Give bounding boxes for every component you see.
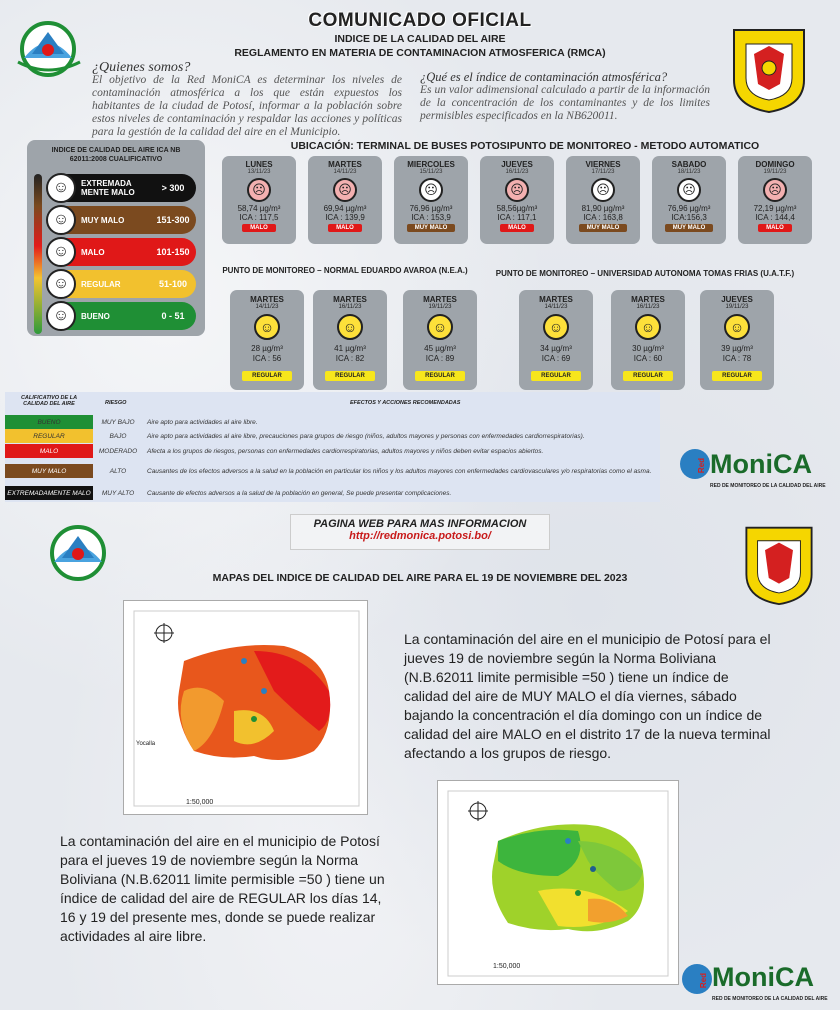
ica-value: ICA : 78 <box>722 354 752 363</box>
day-name: MARTES <box>423 295 457 304</box>
risk-table-row <box>5 429 660 443</box>
ica-category-range: 51-100 <box>158 279 188 289</box>
face-mask-icon: ☺ <box>635 314 661 340</box>
face-mask-icon: ☺ <box>46 173 76 203</box>
face-mask-icon: ☹ <box>247 178 271 202</box>
station2-day-card <box>313 290 387 390</box>
ica-value: ICA : 139,9 <box>325 213 365 222</box>
ica-status-badge: MUY MALO <box>407 224 456 232</box>
ica-value: ICA : 153,9 <box>411 213 451 222</box>
web-info-box <box>290 514 550 550</box>
ica-category-name: REGULAR <box>81 279 121 289</box>
map1-description: La contaminación del aire en el municipio de Potosí para el jueves 19 de noviembre según la Norma Boliviana (N.B.62011 limite permisible =50 ) tiene un índice de calidad del aire de MUY MALO el día viernes, sábado bajando la concentración el día domingo con un índice de calidad del aire MALO en el distrito 17 de la nueva terminal afectando a los grupos de riesgo. <box>404 631 771 761</box>
risk-category: BUENO <box>5 415 93 429</box>
station1-day-card <box>394 156 468 244</box>
monica-brand-top <box>680 445 840 495</box>
face-mask-icon: ☺ <box>46 269 76 299</box>
maps-title: MAPAS DEL INDICE DE CALIDAD DEL AIRE PARA EL 19 DE NOVIEMBRE DEL 2023 <box>212 572 628 584</box>
ica-category-name: BUENO <box>81 311 110 321</box>
station3-day-card <box>611 290 685 390</box>
risk-effects: Aire apto para actividades al aire libre, precauciones para grupos de riesgo (niños, adultos mayores y personas con enfermedades cardiorrespiratorias). <box>147 432 585 440</box>
ica-value: ICA:156,3 <box>671 213 707 222</box>
map2-description: La contaminación del aire en el municipio de Potosí para el jueves 19 de noviembre según la Norma Boliviana (N.B.62011 limite permisible =50 ) tiene un índice de calidad del aire de REGULAR los días 14, 16 y 19 del presente mes, donde se puede realizar actividades al aire libre. <box>60 833 385 944</box>
ica-category-0 <box>48 174 196 202</box>
day-date: 17/11/23 <box>591 169 615 175</box>
risk-table-row <box>5 459 660 483</box>
header-subtitle-1: INDICE DE LA CALIDAD DEL AIRE <box>334 33 506 45</box>
ica-category-name: EXTREMADA MENTE MALO <box>81 179 135 197</box>
ica-value: ICA : 69 <box>541 354 571 363</box>
ica-value: ICA : 117,5 <box>239 213 279 222</box>
ica-status-badge: REGULAR <box>242 371 292 381</box>
face-mask-icon: ☺ <box>254 314 280 340</box>
concentration-value: 39 µg/m³ <box>721 344 753 353</box>
day-date: 18/11/23 <box>677 169 701 175</box>
risk-table-header-category: CALIFICATIVO DE LA CALIDAD DEL AIRE <box>20 395 78 407</box>
day-date: 14/11/23 <box>255 304 279 310</box>
ica-category-range: 101-150 <box>156 247 190 257</box>
day-name: MARTES <box>631 295 665 304</box>
risk-category: EXTREMADAMENTE MALO <box>5 486 93 500</box>
risk-level: MUY ALTO <box>101 489 135 497</box>
day-date: 14/11/23 <box>544 304 568 310</box>
day-name: MARTES <box>333 295 367 304</box>
risk-effects: Causantes de los efectos adversos a la salud en la población en particular los niños y los adultos mayores con enfermedades cardiovasculares y/o respiratorias como el asma. <box>147 467 652 475</box>
risk-table-header-risk: RIESGO <box>105 400 127 406</box>
ica-status-badge: MALO <box>758 224 792 232</box>
risk-effects: Causante de efectos adversos a la salud de la población en general, Se puede presentar complicaciones. <box>147 489 452 497</box>
day-name: LUNES <box>245 160 273 169</box>
risk-effects: Aire apto para actividades al aire libre. <box>147 418 258 426</box>
station2-day-card <box>403 290 477 390</box>
face-mask-icon: ☹ <box>419 178 443 202</box>
face-mask-icon: ☹ <box>505 178 529 202</box>
station3-day-card <box>700 290 774 390</box>
web-info-label: PAGINA WEB PARA MAS INFORMACION <box>313 518 527 530</box>
ica-status-badge: REGULAR <box>623 371 673 381</box>
day-date: 13/11/23 <box>247 169 271 175</box>
risk-level: BAJO <box>109 432 127 440</box>
station1-day-card <box>566 156 640 244</box>
station1-day-card <box>308 156 382 244</box>
ica-status-badge: MALO <box>328 224 362 232</box>
potosi-shield-bottom <box>742 524 816 606</box>
face-mask-icon: ☺ <box>724 314 750 340</box>
brand-tagline: RED DE MONITOREO DE LA CALIDAD DEL AIRE <box>710 483 826 489</box>
map1-town-label: Yocalla <box>136 741 156 747</box>
concentration-value: 69,94 µg/m³ <box>323 204 367 213</box>
thermometer-icon <box>34 174 42 334</box>
ica-status-badge: REGULAR <box>712 371 762 381</box>
header-subtitle-2: REGLAMENTO EN MATERIA DE CONTAMINACION ATMOSFERICA (RMCA) <box>234 47 606 59</box>
ica-status-badge: REGULAR <box>531 371 581 381</box>
ica-value: ICA : 60 <box>633 354 663 363</box>
concentration-value: 58,74 µg/m³ <box>237 204 281 213</box>
station2-day-card <box>230 290 304 390</box>
face-mask-icon: ☺ <box>543 314 569 340</box>
face-mask-icon: ☺ <box>46 237 76 267</box>
station1-title: UBICACIÓN: TERMINAL DE BUSES POTOSIPUNTO DE MONITOREO - METODO AUTOMATICO <box>290 140 760 152</box>
day-name: JUEVES <box>721 295 753 304</box>
face-mask-icon: ☺ <box>427 314 453 340</box>
day-name: MIERCOLES <box>407 160 455 169</box>
ica-status-badge: MUY MALO <box>665 224 714 232</box>
day-name: VIERNES <box>585 160 621 169</box>
about-body: El objetivo de la Red MoniCA es determinar los niveles de contaminación atmosférica a los que están expuestos los habitantes de la ciudad de Potosí, informar a la población sobre estos niveles de contaminación y respaldar las acciones y políticas para la gestión de la calidad del aire en el Municipio. <box>92 74 402 138</box>
risk-category: REGULAR <box>5 429 93 443</box>
station1-day-card <box>652 156 726 244</box>
station3-title: PUNTO DE MONITOREO – UNIVERSIDAD AUTONOMA TOMAS FRIAS (U.A.T.F.) <box>495 269 795 278</box>
concentration-value: 76,96 µg/m³ <box>667 204 711 213</box>
face-mask-icon: ☺ <box>46 205 76 235</box>
day-name: MARTES <box>539 295 573 304</box>
ica-status-badge: MALO <box>242 224 276 232</box>
ica-category-range: 0 - 51 <box>161 311 185 321</box>
face-mask-icon: ☹ <box>763 178 787 202</box>
monica-brand-bottom <box>682 960 840 1008</box>
map2-scale-label: 1:50,000 <box>493 963 521 970</box>
ica-category-name: MUY MALO <box>81 215 125 225</box>
day-name: MARTES <box>250 295 284 304</box>
day-name: DOMINGO <box>755 160 795 169</box>
day-date: 15/11/23 <box>419 169 443 175</box>
station1-day-card <box>480 156 554 244</box>
ica-definition-heading: ¿Qué es el índice de contaminación atmosférica? <box>420 70 668 84</box>
risk-table-row <box>5 486 660 500</box>
risk-level: ALTO <box>109 467 127 475</box>
map-station-1 <box>123 600 368 815</box>
brand-red-label: Red <box>697 457 707 474</box>
day-date: 19/11/23 <box>725 304 749 310</box>
ica-status-badge: REGULAR <box>325 371 375 381</box>
day-name: JUEVES <box>501 160 533 169</box>
about-heading: ¿Quienes somos? <box>92 60 191 75</box>
ica-category-1 <box>48 206 196 234</box>
face-mask-icon: ☹ <box>591 178 615 202</box>
risk-table-row <box>5 415 660 429</box>
ica-category-range: > 300 <box>161 183 185 193</box>
ica-category-2 <box>48 238 196 266</box>
risk-category: MALO <box>5 444 93 458</box>
ica-value: ICA : 117,1 <box>497 213 537 222</box>
concentration-value: 58,56µg/m³ <box>496 204 538 213</box>
brand-monica-label: MoniCA <box>710 449 812 479</box>
station2-title: PUNTO DE MONITOREO – NORMAL EDUARDO AVAROA (N.E.A.) <box>222 266 468 275</box>
face-mask-icon: ☺ <box>337 314 363 340</box>
map1-scale-label: 1:50,000 <box>186 799 214 806</box>
ica-category-name: MALO <box>81 247 105 257</box>
face-mask-icon: ☹ <box>333 178 357 202</box>
face-mask-icon: ☹ <box>677 178 701 202</box>
ica-category-4 <box>48 302 196 330</box>
brand-red-label: Red <box>699 972 709 989</box>
ica-value: ICA : 144,4 <box>755 213 795 222</box>
station1-day-card <box>222 156 296 244</box>
ica-status-badge: MUY MALO <box>579 224 628 232</box>
day-date: 16/11/23 <box>505 169 529 175</box>
concentration-value: 45 µg/m³ <box>424 344 456 353</box>
day-name: SABADO <box>671 160 707 169</box>
ica-status-badge: REGULAR <box>415 371 465 381</box>
web-url-link[interactable]: http://redmonica.potosi.bo/ <box>349 530 491 542</box>
concentration-value: 30 µg/m³ <box>632 344 664 353</box>
ica-category-3 <box>48 270 196 298</box>
risk-effects: Afecta a los grupos de riesgos, personas con enfermedades cardiorrespiratorias, adultos mayores y niños deben evitar espacios abiertos. <box>147 447 544 455</box>
concentration-value: 72,19 µg/m³ <box>753 204 797 213</box>
station1-day-card <box>738 156 812 244</box>
map-station-2 <box>437 780 679 985</box>
concentration-value: 34 µg/m³ <box>540 344 572 353</box>
day-date: 19/11/23 <box>428 304 452 310</box>
risk-table-row <box>5 444 660 458</box>
risk-table-header-effects: EFECTOS Y ACCIONES RECOMENDADAS <box>350 400 461 406</box>
ica-category-range: 151-300 <box>156 215 190 225</box>
station3-day-card <box>519 290 593 390</box>
day-date: 14/11/23 <box>333 169 357 175</box>
concentration-value: 81,90 µg/m³ <box>581 204 625 213</box>
risk-level: MUY BAJO <box>101 418 135 426</box>
ica-value: ICA : 82 <box>335 354 365 363</box>
day-date: 19/11/23 <box>763 169 787 175</box>
ica-value: ICA : 56 <box>252 354 282 363</box>
brand-tagline: RED DE MONITOREO DE LA CALIDAD DEL AIRE <box>712 996 828 1002</box>
risk-table <box>5 392 660 502</box>
day-name: MARTES <box>328 160 362 169</box>
risk-level: MODERADO <box>98 447 138 455</box>
day-date: 16/11/23 <box>636 304 660 310</box>
concentration-value: 28 µg/m³ <box>251 344 283 353</box>
ica-definition-body: Es un valor adimensional calculado a partir de la información de la concentración de los contaminantes y de los limites permisibles especificados en la NB620011. <box>420 84 710 122</box>
concentration-value: 41 µg/m³ <box>334 344 366 353</box>
concentration-value: 76,96 µg/m³ <box>409 204 453 213</box>
brand-monica-label: MoniCA <box>712 962 814 992</box>
day-date: 16/11/23 <box>338 304 362 310</box>
ica-status-badge: MALO <box>500 224 534 232</box>
ica-value: ICA : 163,8 <box>583 213 623 222</box>
risk-category: MUY MALO <box>5 464 93 478</box>
ica-value: ICA : 89 <box>425 354 455 363</box>
ica-scale-heading: INDICE DE CALIDAD DEL AIRE ICA NB 62011:2008 CUALIFICATIVO <box>51 147 181 163</box>
face-mask-icon: ☺ <box>46 301 76 331</box>
page-title: COMUNICADO OFICIAL <box>308 10 532 31</box>
